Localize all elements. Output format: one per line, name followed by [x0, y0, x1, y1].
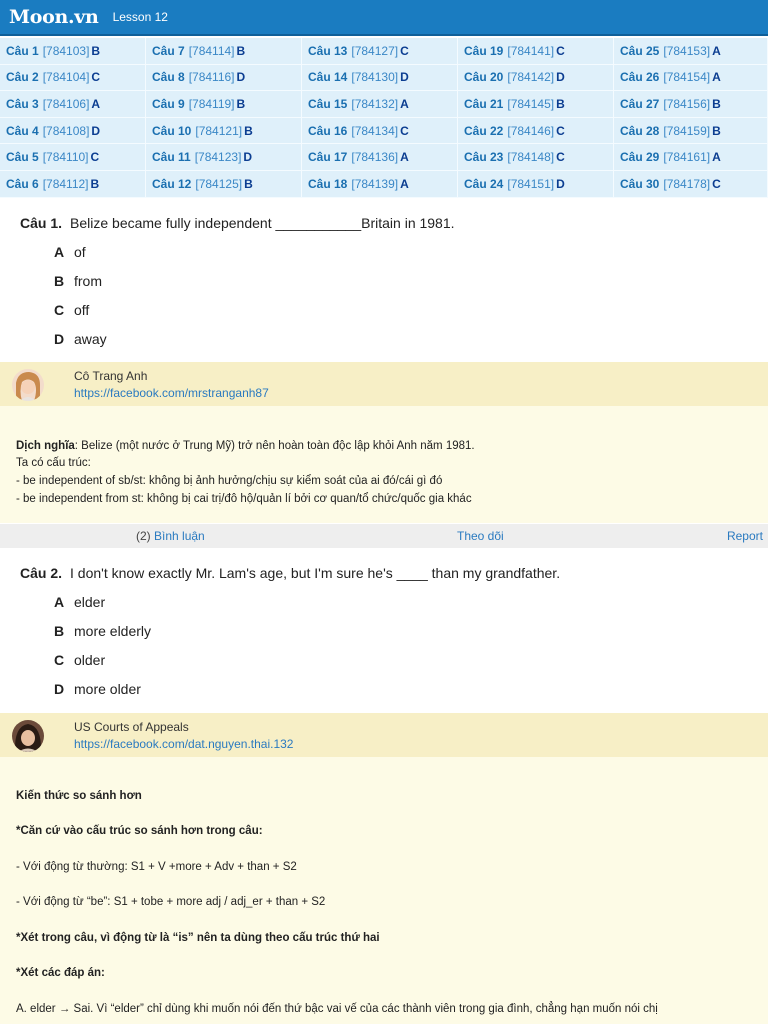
answer-key-answer: D: [91, 123, 101, 138]
answer-key-answer: C: [556, 43, 565, 58]
answer-key-question: Câu 12: [152, 176, 192, 191]
explanation-line: *Xét trong câu, vì động từ là “is” nên ta dùng theo cấu trúc thứ hai: [16, 932, 380, 944]
answer-key-code: [784130]: [351, 70, 399, 85]
author-bar: [0, 713, 768, 757]
answer-key-cell[interactable]: [146, 144, 302, 171]
answer-key-cell[interactable]: [0, 91, 146, 118]
answer-key-answer: D: [236, 70, 246, 85]
answer-key-cell[interactable]: [458, 38, 614, 65]
answer-key-code: [784156]: [663, 96, 711, 111]
answer-key-answer: C: [712, 176, 721, 191]
explanation-line: A. elder → Sai. Vì “elder” chỉ dùng khi muốn nói đến thứ bậc vai vế của các thành viên trong gia đình, chẳng hạn muốn nói chị: [16, 1003, 658, 1015]
answer-key-question: Câu 22: [464, 123, 504, 138]
option-letter: B: [54, 623, 65, 639]
answer-key-cell[interactable]: [146, 38, 302, 65]
answer-key-question: Câu 3: [6, 96, 39, 111]
avatar[interactable]: [12, 720, 44, 752]
option-text: of: [74, 244, 86, 260]
answer-key-question: Câu 18: [308, 176, 348, 191]
answer-key-code: [784142]: [507, 70, 555, 85]
option-letter: A: [54, 594, 65, 610]
author-facebook-link[interactable]: https://facebook.com/dat.nguyen.thai.132: [74, 737, 294, 751]
explanation-panel: [0, 406, 768, 523]
answer-key-question: Câu 2: [6, 70, 39, 85]
answer-key-cell[interactable]: [458, 144, 614, 171]
answer-key-cell[interactable]: [614, 65, 768, 92]
answer-key-question: Câu 7: [152, 43, 185, 58]
answer-key-code: [784136]: [351, 150, 399, 165]
explanation-line: - be independent of sb/st: không bị ảnh hưởng/chịu sự kiểm soát của ai đó/cái gì đó: [16, 475, 443, 487]
question-2-text: [20, 565, 560, 581]
answer-key-grid: [0, 38, 768, 198]
answer-key-cell[interactable]: [146, 91, 302, 118]
explanation-heading: Kiến thức so sánh hơn: [16, 790, 142, 802]
answer-key-code: [784110]: [42, 150, 89, 165]
option-d[interactable]: [54, 681, 141, 697]
answer-key-question: Câu 27: [620, 96, 660, 111]
answer-key-question: Câu 1: [6, 43, 39, 58]
answer-key-answer: C: [91, 70, 101, 85]
answer-key-code: [784106]: [42, 96, 90, 111]
answer-key-code: [784159]: [663, 123, 711, 138]
option-text: away: [74, 331, 107, 347]
answer-key-question: Câu 28: [620, 123, 660, 138]
answer-key-cell[interactable]: [0, 171, 146, 198]
answer-key-cell[interactable]: [458, 91, 614, 118]
option-a[interactable]: [54, 594, 105, 610]
answer-key-answer: A: [400, 96, 409, 111]
answer-key-answer: B: [556, 96, 565, 111]
answer-key-answer: C: [556, 123, 565, 138]
top-bar: [0, 0, 768, 36]
explanation-translation: [16, 440, 475, 452]
answer-key-code: [784123]: [194, 150, 242, 165]
answer-key-question: Câu 24: [464, 176, 504, 191]
answer-key-cell[interactable]: [0, 144, 146, 171]
answer-key-answer: B: [244, 123, 253, 138]
answer-key-cell[interactable]: [0, 118, 146, 145]
author-name: US Courts of Appeals: [74, 720, 189, 734]
answer-key-code: [784154]: [663, 70, 711, 85]
answer-key-answer: C: [400, 43, 409, 58]
option-b[interactable]: [54, 623, 151, 639]
lesson-title: Lesson 12: [112, 10, 168, 24]
author-bar: [0, 362, 768, 406]
report-link[interactable]: Report: [726, 529, 763, 543]
answer-key-cell[interactable]: [146, 118, 302, 145]
answer-key-answer: C: [556, 150, 565, 165]
author-facebook-link[interactable]: https://facebook.com/mrstranganh87: [74, 386, 269, 400]
answer-key-question: Câu 14: [308, 70, 348, 85]
answer-key-answer: B: [90, 176, 100, 191]
option-c[interactable]: [54, 652, 105, 668]
action-bar: [0, 524, 768, 548]
answer-key-answer: B: [244, 176, 253, 191]
option-d[interactable]: [54, 331, 107, 347]
answer-key-cell[interactable]: [0, 65, 146, 92]
option-text: elder: [74, 594, 106, 610]
answer-key-answer: A: [712, 43, 721, 58]
answer-key-code: [784114]: [188, 43, 235, 58]
option-b[interactable]: [54, 273, 102, 289]
answer-key-code: [784112]: [42, 176, 89, 191]
option-a[interactable]: [54, 244, 86, 260]
answer-key-cell[interactable]: [302, 171, 458, 198]
answer-key-answer: A: [712, 150, 721, 165]
explanation-line: *Xét các đáp án:: [16, 967, 105, 979]
answer-key-cell[interactable]: [614, 171, 768, 198]
site-logo[interactable]: Moon.vn: [9, 6, 99, 28]
answer-key-question: Câu 26: [620, 70, 660, 85]
option-letter: D: [54, 681, 65, 697]
answer-key-code: [784139]: [351, 176, 399, 191]
answer-key-question: Câu 19: [464, 43, 504, 58]
question-stem: I don't know exactly Mr. Lam's age, but I'm sure he's ____ than my grandfather.: [70, 565, 561, 581]
answer-key-answer: C: [400, 123, 409, 138]
answer-key-question: Câu 15: [308, 96, 348, 111]
answer-key-code: [784141]: [507, 43, 555, 58]
answer-key-cell[interactable]: [614, 38, 768, 65]
answer-key-question: Câu 4: [6, 123, 39, 138]
explanation-line: *Căn cứ vào cấu trúc so sánh hơn trong câu:: [16, 825, 263, 837]
answer-key-question: Câu 29: [620, 150, 660, 165]
answer-key-code: [784103]: [42, 43, 90, 58]
answer-key-question: Câu 13: [308, 43, 348, 58]
answer-key-code: [784146]: [507, 123, 555, 138]
explanation-line: - be independent from st: không bị cai trị/đô hộ/quản lí bởi cơ quan/tổ chức/quốc gia khác: [16, 493, 472, 505]
answer-key-question: Câu 30: [620, 176, 660, 191]
answer-key-code: [784134]: [351, 123, 399, 138]
answer-key-cell[interactable]: [614, 91, 768, 118]
answer-key-question: Câu 23: [464, 150, 504, 165]
option-letter: A: [54, 244, 65, 260]
option-c[interactable]: [54, 302, 89, 318]
answer-key-cell[interactable]: [146, 171, 302, 198]
answer-key-answer: B: [236, 43, 246, 58]
answer-key-code: [784145]: [507, 96, 555, 111]
answer-key-code: [784104]: [42, 70, 90, 85]
explanation-line: Ta có cấu trúc:: [16, 457, 91, 469]
answer-key-question: Câu 25: [620, 43, 660, 58]
answer-key-code: [784127]: [351, 43, 399, 58]
explanation-line: - Với động từ “be”: S1 + tobe + more adj / adj_er + than + S2: [16, 896, 326, 908]
answer-key-cell[interactable]: [458, 171, 614, 198]
option-letter: D: [54, 331, 65, 347]
answer-key-question: Câu 21: [464, 96, 504, 111]
answer-key-cell[interactable]: [302, 91, 458, 118]
answer-key-code: [784125]: [195, 176, 243, 191]
question-number: Câu 2.: [20, 565, 63, 581]
answer-key-cell[interactable]: [458, 118, 614, 145]
answer-key-answer: B: [712, 96, 721, 111]
option-letter: C: [54, 302, 65, 318]
answer-key-code: [784148]: [507, 150, 555, 165]
answer-key-cell[interactable]: [458, 65, 614, 92]
explanation-label: Dịch nghĩa: [16, 440, 75, 452]
answer-key-answer: B: [236, 96, 246, 111]
answer-key-cell[interactable]: [614, 144, 768, 171]
question-1-text: [20, 215, 455, 231]
answer-key-code: [784178]: [663, 176, 711, 191]
answer-key-question: Câu 16: [308, 123, 348, 138]
answer-key-question: Câu 10: [152, 123, 192, 138]
option-letter: B: [54, 273, 65, 289]
answer-key-answer: D: [556, 176, 565, 191]
answer-key-question: Câu 8: [152, 70, 185, 85]
answer-key-cell[interactable]: [302, 65, 458, 92]
answer-key-cell[interactable]: [146, 65, 302, 92]
answer-key-answer: D: [243, 150, 253, 165]
answer-key-answer: C: [90, 150, 100, 165]
answer-key-code: [784153]: [663, 43, 711, 58]
answer-key-cell[interactable]: [302, 118, 458, 145]
answer-key-answer: A: [400, 176, 409, 191]
option-text: older: [74, 652, 106, 668]
answer-key-answer: D: [400, 70, 409, 85]
option-text: more older: [74, 681, 141, 697]
answer-key-question: Câu 9: [152, 96, 185, 111]
explanation-text: : Belize (một nước ở Trung Mỹ) trở nên hoàn toàn độc lập khỏi Anh năm 1981.: [74, 440, 475, 452]
answer-key-answer: B: [712, 123, 721, 138]
answer-key-answer: D: [556, 70, 565, 85]
answer-key-question: Câu 6: [6, 176, 39, 191]
answer-key-question: Câu 20: [464, 70, 504, 85]
author-name: Cô Trang Anh: [74, 369, 148, 383]
option-letter: C: [54, 652, 65, 668]
answer-key-answer: A: [400, 150, 409, 165]
question-stem: Belize became fully independent ___________Britain in 1981.: [70, 215, 455, 231]
option-text: off: [74, 302, 90, 318]
comments-label: Bình luận: [154, 529, 205, 543]
answer-key-question: Câu 5: [6, 150, 39, 165]
comment-count: (2): [136, 529, 151, 543]
answer-key-cell[interactable]: [302, 144, 458, 171]
explanation-line: - Với động từ thường: S1 + V +more + Adv + than + S2: [16, 861, 297, 873]
answer-key-code: [784161]: [663, 150, 711, 165]
answer-key-cell[interactable]: [0, 38, 146, 65]
follow-link[interactable]: Theo dõi: [457, 529, 504, 543]
comments-link[interactable]: [136, 529, 205, 543]
answer-key-code: [784132]: [351, 96, 399, 111]
answer-key-code: [784108]: [42, 123, 90, 138]
answer-key-answer: A: [91, 96, 101, 111]
answer-key-question: Câu 17: [308, 150, 348, 165]
option-text: from: [74, 273, 102, 289]
answer-key-code: [784119]: [188, 96, 235, 111]
avatar[interactable]: [12, 369, 44, 401]
answer-key-code: [784151]: [507, 176, 555, 191]
answer-key-cell[interactable]: [302, 38, 458, 65]
answer-key-code: [784121]: [195, 123, 243, 138]
answer-key-answer: B: [91, 43, 101, 58]
answer-key-question: Câu 11: [152, 150, 191, 165]
option-text: more elderly: [74, 623, 152, 639]
answer-key-code: [784116]: [188, 70, 235, 85]
answer-key-answer: A: [712, 70, 721, 85]
question-number: Câu 1.: [20, 215, 63, 231]
answer-key-cell[interactable]: [614, 118, 768, 145]
explanation-panel: [0, 757, 768, 1024]
